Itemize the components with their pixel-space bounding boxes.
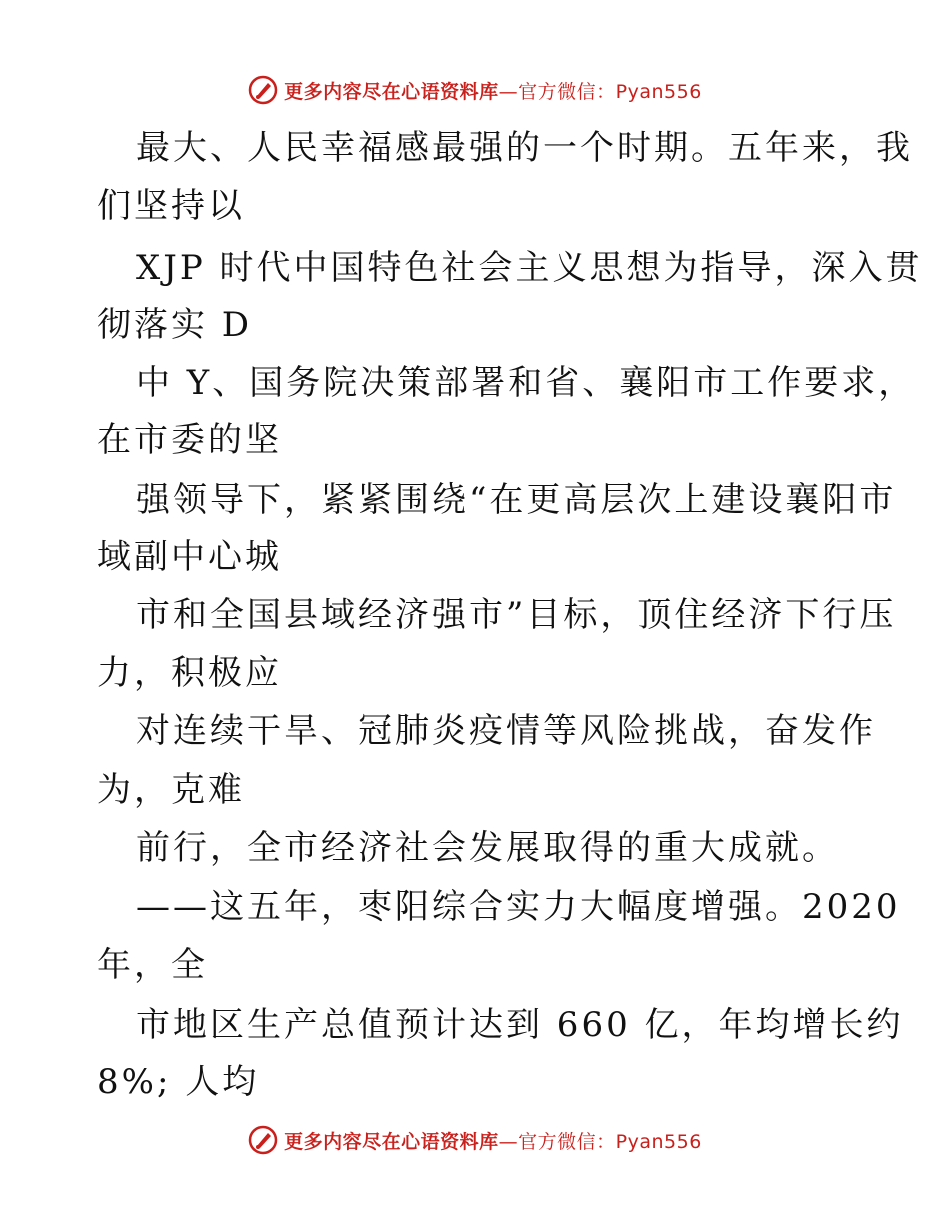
text-line: 为，克难 [97, 770, 245, 810]
watermark-sub: 官方微信：Pyan556 [518, 1130, 702, 1153]
text-line: 市和全国县域经济强市”目标，顶住经济下行压 [136, 595, 897, 635]
text-line: 域副中心城 [97, 537, 282, 577]
watermark-separator: — [498, 1130, 519, 1153]
text-line: 在市委的坚 [97, 420, 282, 460]
text-line: 中 Y、国务院决策部署和省、襄阳市工作要求， [136, 363, 916, 403]
watermark-text [284, 1127, 702, 1154]
text-line: 最大、人民幸福感最强的一个时期。五年来，我 [136, 128, 913, 168]
text-line: 市地区生产总值预计达到 660 亿，年均增长约 [136, 1005, 904, 1045]
footer-watermark-banner [0, 1120, 950, 1160]
text-line: 年，全 [97, 945, 208, 985]
watermark-sub: 官方微信：Pyan556 [518, 80, 702, 103]
text-line: 彻落实 D [97, 305, 253, 345]
watermark-main: 更多内容尽在心语资料库 [284, 1130, 499, 1153]
text-line: 8%; 人均 [97, 1062, 260, 1102]
text-line: ——这五年，枣阳综合实力大幅度增强。2020 [136, 887, 901, 927]
watermark-separator: — [498, 80, 519, 103]
text-line: 们坚持以 [97, 186, 245, 226]
text-line: 对连续干旱、冠肺炎疫情等风险挑战，奋发作 [136, 711, 876, 751]
text-line: 强领导下，紧紧围绕“在更高层次上建设襄阳市 [136, 480, 897, 520]
text-line: 力，积极应 [97, 653, 282, 693]
text-line: XJP 时代中国特色社会主义思想为指导，深入贯 [136, 248, 923, 288]
watermark-main: 更多内容尽在心语资料库 [284, 80, 499, 103]
seal-pen-icon [248, 1125, 278, 1155]
text-line: 前行，全市经济社会发展取得的重大成就。 [136, 828, 839, 868]
